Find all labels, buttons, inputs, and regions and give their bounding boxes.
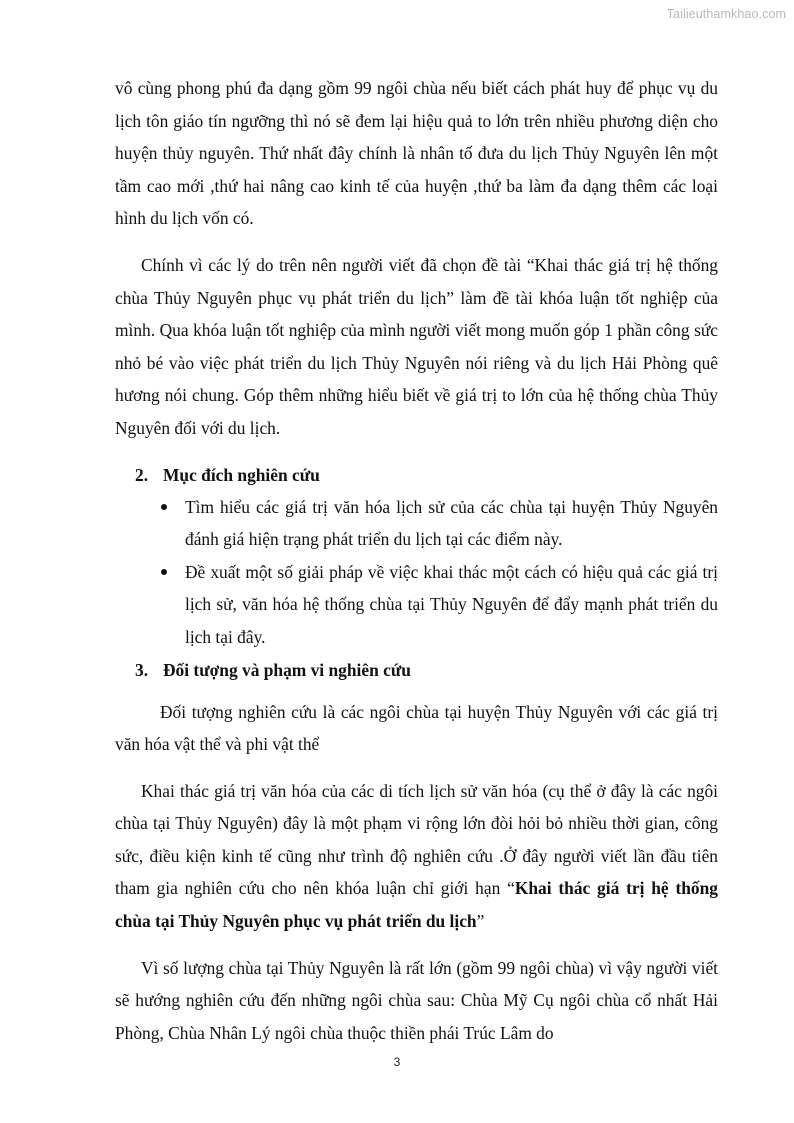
- scope-text: Khai thác giá trị văn hóa của các di tích lịch sử văn hóa (cụ thể ở đây là các ngôi chùa tại Thủy Nguyên) đây là một phạm vi rộng lớn đòi hỏi bỏ nhiều thời gian, công sức, điều kiện kinh tế cũng như trình độ nghiên cứu .Ở đây người viết lần đầu tiên tham gia nghiên cứu cho nên khóa luận chỉ giới hạn “: [115, 780, 718, 899]
- watermark: Tailieuthamkhao.com: [666, 7, 786, 21]
- purpose-list: [115, 491, 718, 654]
- list-item: [115, 556, 718, 654]
- page-number: 3: [393, 1055, 401, 1069]
- closing-quote: ”: [476, 911, 485, 932]
- paragraph-intro: vô cùng phong phú đa dạng gồm 99 ngôi chùa nếu biết cách phát huy để phục vụ du lịch tôn giáo tín ngưỡng thì nó sẽ đem lại hiệu quả to lớn trên nhiều phương diện cho huyện thủy nguyên. Thứ nhất đây chính là nhân tố đưa du lịch Thủy Nguyên lên một tầm cao mới ,thứ hai nâng cao kinh tế của huyện ,thứ ba làm đa dạng thêm các loại hình du lịch vốn có.: [115, 78, 718, 229]
- list-item-text: Tìm hiểu các giá trị văn hóa lịch sử của các chùa tại huyện Thủy Nguyên đánh giá hiện trạng phát triển du lịch tại các điểm này.: [185, 496, 718, 550]
- paragraph-pagodas: Vì số lượng chùa tại Thủy Nguyên là rất lớn (gồm 99 ngôi chùa) vì vậy người viết sẽ hướng nghiên cứu đến những ngôi chùa sau: Chùa Mỹ Cụ ngôi chùa cổ nhất Hải Phòng, Chùa Nhân Lý ngôi chùa thuộc thiền phái Trúc Lâm do: [115, 957, 718, 1043]
- document-body: [115, 72, 718, 1049]
- bullet-icon: [161, 504, 167, 510]
- section-number: 3.: [135, 659, 149, 680]
- section-number: 2.: [135, 464, 149, 485]
- thesis-title: Khai thác giá trị hệ thống chùa tại Thủy Nguyên phục vụ phát triển du lịch: [115, 878, 718, 932]
- list-item-text: Đề xuất một số giải pháp về việc khai thác một cách có hiệu quả các giá trị lịch sử, văn hóa hệ thống chùa tại Thủy Nguyên để đẩy mạnh phát triển du lịch tại đây.: [185, 561, 718, 647]
- section-heading-scope: [115, 654, 718, 686]
- list-item: [115, 491, 718, 556]
- section-title: Đối tượng và phạm vi nghiên cứu: [163, 659, 411, 680]
- section-heading-purpose: [115, 459, 718, 491]
- section-title: Mục đích nghiên cứu: [163, 464, 320, 485]
- paragraph-reason: Chính vì các lý do trên nên người viết đã chọn đề tài “Khai thác giá trị hệ thống chùa Thủy Nguyên phục vụ phát triển du lịch” làm đề tài khóa luận tốt nghiệp của mình. Qua khóa luận tốt nghiệp của mình người viết mong muốn góp 1 phần công sức nhỏ bé vào việc phát triển du lịch Thủy Nguyên nói riêng và du lịch Hải Phòng quê hương nói chung. Góp thêm những hiểu biết về giá trị to lớn của hệ thống chùa Thủy Nguyên đối với du lịch.: [115, 254, 718, 438]
- paragraph-scope: [115, 775, 718, 938]
- paragraph-subject: Đối tượng nghiên cứu là các ngôi chùa tại huyện Thủy Nguyên với các giá trị văn hóa vật thể và phi vật thể: [115, 701, 718, 755]
- bullet-icon: [161, 569, 167, 575]
